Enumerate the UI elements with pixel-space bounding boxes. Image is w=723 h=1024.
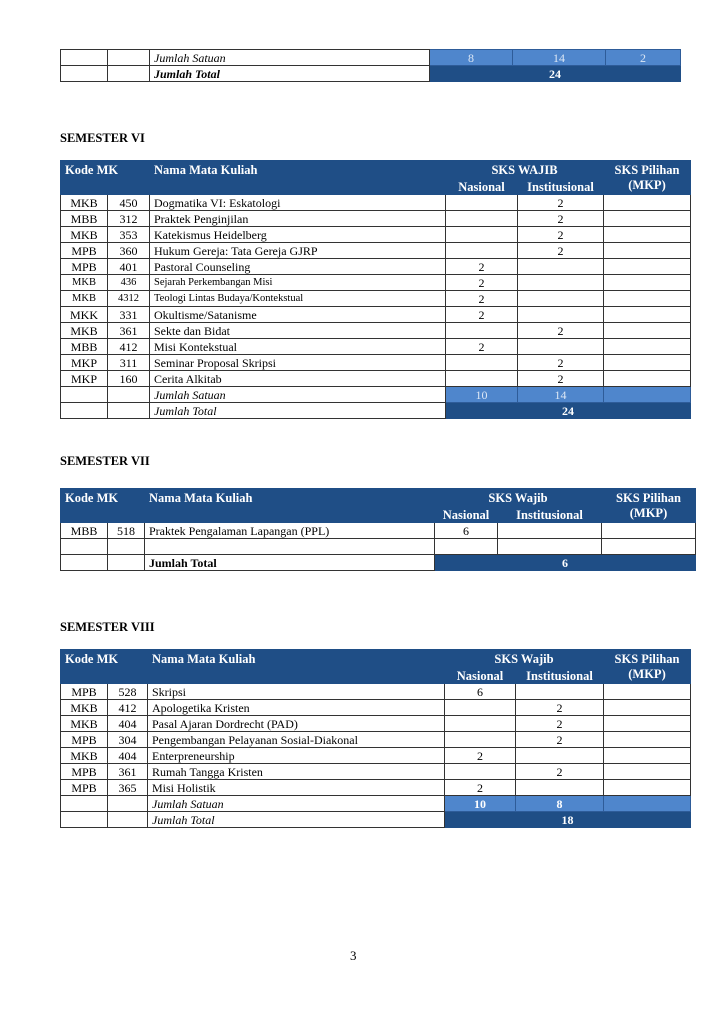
header-wajib: SKS Wajib [435, 489, 602, 507]
table-row [61, 539, 696, 555]
table-row: MPB 361 Rumah Tangga Kristen 2 [61, 764, 691, 780]
semester-vi-table [60, 160, 691, 419]
course-name: Sejarah Perkembangan Misi [150, 275, 446, 291]
table-row: MKB 404 Enterpreneurship 2 [61, 748, 691, 764]
course-name: Teologi Lintas Budaya/Kontekstual [150, 291, 446, 307]
course-name: Okultisme/Satanisme [150, 307, 446, 323]
course-name: Misi Kontekstual [150, 339, 446, 355]
course-name: Praktek Penginjilan [150, 211, 446, 227]
page-number: 3 [350, 948, 357, 963]
header-row [61, 489, 696, 507]
total-row [61, 66, 681, 82]
header-row [61, 161, 691, 179]
satuan-nasional: 10 [445, 796, 516, 812]
header-pilihan: SKS Pilihan (MKP) [604, 161, 691, 195]
course-name: Enterpreneurship [148, 748, 445, 764]
header-kode: Kode MK [61, 161, 150, 195]
semester-vii-table [60, 488, 696, 571]
table-row: MPB 401 Pastoral Counseling 2 [61, 259, 691, 275]
course-name: Katekismus Heidelberg [150, 227, 446, 243]
table-row: MPB 365 Misi Holistik 2 [61, 780, 691, 796]
total-row [61, 812, 691, 828]
course-name: Pastoral Counseling [150, 259, 446, 275]
satuan-pilihan: 2 [606, 50, 681, 66]
satuan-pilihan [604, 387, 691, 403]
header-pilihan: SKS Pilihan (MKP) [602, 489, 696, 523]
satuan-label: Jumlah Satuan [150, 387, 446, 403]
table-row: MPB 360 Hukum Gereja: Tata Gereja GJRP 2 [61, 243, 691, 259]
header-nama: Nama Mata Kuliah [145, 489, 435, 523]
header-kode: Kode MK [61, 650, 148, 684]
header-pilihan: SKS Pilihan (MKP) [604, 650, 691, 684]
header-institusional: Institusional [498, 507, 602, 523]
table-row: MKB 436 Sejarah Perkembangan Misi 2 [61, 275, 691, 291]
semester-vii-title: SEMESTER VII [60, 454, 150, 468]
satuan-row [61, 796, 691, 812]
satuan-label: Jumlah Satuan [148, 796, 445, 812]
header-nasional: Nasional [435, 507, 498, 523]
course-name: Rumah Tangga Kristen [148, 764, 445, 780]
course-name: Apologetika Kristen [148, 700, 445, 716]
header-nama: Nama Mata Kuliah [150, 161, 446, 195]
total-value: 24 [430, 66, 681, 82]
table-row: MKB 361 Sekte dan Bidat 2 [61, 323, 691, 339]
course-name: Skripsi [148, 684, 445, 700]
header-nama: Nama Mata Kuliah [148, 650, 445, 684]
semester-viii-title: SEMESTER VIII [60, 620, 155, 634]
course-name: Seminar Proposal Skripsi [150, 355, 446, 371]
table-row: MBB 412 Misi Kontekstual 2 [61, 339, 691, 355]
satuan-pilihan [604, 796, 691, 812]
table-row: MKB 4312 Teologi Lintas Budaya/Kontekstual 2 [61, 291, 691, 307]
total-row [61, 555, 696, 571]
total-label: Jumlah Total [150, 403, 446, 419]
table-row: MKK 331 Okultisme/Satanisme 2 [61, 307, 691, 323]
course-name: Pasal Ajaran Dordrecht (PAD) [148, 716, 445, 732]
table-row: MPB 528 Skripsi 6 [61, 684, 691, 700]
table-row: MKP 311 Seminar Proposal Skripsi 2 [61, 355, 691, 371]
satuan-institusional: 14 [518, 387, 604, 403]
course-name: Sekte dan Bidat [150, 323, 446, 339]
header-nasional: Nasional [446, 179, 518, 195]
header-wajib: SKS WAJIB [446, 161, 604, 179]
total-value: 18 [445, 812, 691, 828]
header-wajib: SKS Wajib [445, 650, 604, 668]
table-row: MKB 404 Pasal Ajaran Dordrecht (PAD) 2 [61, 716, 691, 732]
header-institusional: Institusional [518, 179, 604, 195]
total-label: Jumlah Total [145, 555, 435, 571]
table-row: MPB 304 Pengembangan Pelayanan Sosial-Diakonal 2 [61, 732, 691, 748]
semester-vi-title: SEMESTER VI [60, 131, 145, 145]
table-row: MKB 450 Dogmatika VI: Eskatologi 2 [61, 195, 691, 211]
table-row: MBB 312 Praktek Penginjilan 2 [61, 211, 691, 227]
semester-viii-table [60, 649, 691, 828]
table-row: MKB 412 Apologetika Kristen 2 [61, 700, 691, 716]
course-name: Cerita Alkitab [150, 371, 446, 387]
header-institusional: Institusional [516, 668, 604, 684]
course-name [145, 539, 435, 555]
total-row [61, 403, 691, 419]
total-label: Jumlah Total [150, 66, 430, 82]
header-kode: Kode MK [61, 489, 145, 523]
header-nasional: Nasional [445, 668, 516, 684]
header-row [61, 650, 691, 668]
course-name: Pengembangan Pelayanan Sosial-Diakonal [148, 732, 445, 748]
table-row: MBB 518 Praktek Pengalaman Lapangan (PPL) 6 [61, 523, 696, 539]
course-name: Praktek Pengalaman Lapangan (PPL) [145, 523, 435, 539]
total-value: 24 [446, 403, 691, 419]
table-row: MKP 160 Cerita Alkitab 2 [61, 371, 691, 387]
satuan-institusional: 8 [516, 796, 604, 812]
course-name: Misi Holistik [148, 780, 445, 796]
total-value: 6 [435, 555, 696, 571]
table-row: MKB 353 Katekismus Heidelberg 2 [61, 227, 691, 243]
satuan-row [61, 50, 681, 66]
course-name: Hukum Gereja: Tata Gereja GJRP [150, 243, 446, 259]
satuan-row [61, 387, 691, 403]
satuan-institusional: 14 [513, 50, 606, 66]
continuation-table [60, 49, 681, 82]
satuan-label: Jumlah Satuan [150, 50, 430, 66]
course-name: Dogmatika VI: Eskatologi [150, 195, 446, 211]
satuan-nasional: 10 [446, 387, 518, 403]
satuan-nasional: 8 [430, 50, 513, 66]
total-label: Jumlah Total [148, 812, 445, 828]
